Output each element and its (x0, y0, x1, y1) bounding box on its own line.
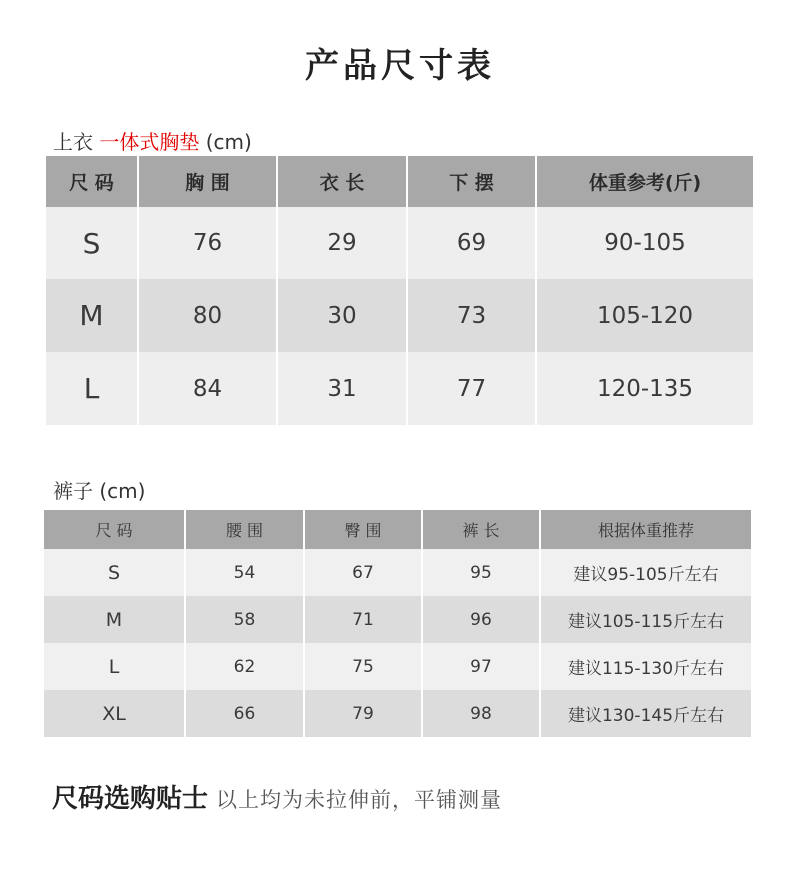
top-label-prefix: 上衣 (53, 130, 93, 154)
weight-cell: 120-135 (536, 352, 753, 425)
bottom-table-header (44, 510, 751, 549)
table-row (44, 549, 751, 596)
top-header-hem: 下 摆 (407, 156, 536, 207)
chest-cell: 80 (138, 279, 277, 352)
top-section-label (53, 126, 252, 155)
hip-cell: 79 (304, 690, 422, 737)
bottom-header-size: 尺 码 (44, 510, 185, 549)
table-row (46, 352, 753, 425)
recommend-cell: 建议95-105斤左右 (540, 549, 751, 596)
size-cell: S (44, 549, 185, 596)
length-cell: 30 (277, 279, 407, 352)
top-label-unit: (cm) (205, 130, 252, 154)
waist-cell: 58 (185, 596, 304, 643)
recommend-cell: 建议115-130斤左右 (540, 643, 751, 690)
weight-cell: 105-120 (536, 279, 753, 352)
table-row (46, 207, 753, 279)
hem-cell: 73 (407, 279, 536, 352)
hem-cell: 69 (407, 207, 536, 279)
chest-cell: 76 (138, 207, 277, 279)
table-row (44, 690, 751, 737)
length-cell: 31 (277, 352, 407, 425)
table-row (46, 279, 753, 352)
length-cell: 98 (422, 690, 540, 737)
recommend-cell: 建议105-115斤左右 (540, 596, 751, 643)
size-cell: M (44, 596, 185, 643)
length-cell: 29 (277, 207, 407, 279)
bottom-section-label: 裤子 (cm) (53, 479, 146, 503)
length-cell: 96 (422, 596, 540, 643)
chest-cell: 84 (138, 352, 277, 425)
top-header-weight: 体重参考(斤) (536, 156, 753, 207)
size-cell: S (46, 207, 138, 279)
hem-cell: 77 (407, 352, 536, 425)
top-header-size: 尺 码 (46, 156, 138, 207)
size-cell: L (44, 643, 185, 690)
size-cell: XL (44, 690, 185, 737)
table-row (44, 596, 751, 643)
top-size-table (46, 156, 753, 425)
hip-cell: 71 (304, 596, 422, 643)
size-cell: L (46, 352, 138, 425)
page-title: 产品尺寸表 (305, 46, 495, 86)
waist-cell: 66 (185, 690, 304, 737)
top-header-chest: 胸 围 (138, 156, 277, 207)
length-cell: 97 (422, 643, 540, 690)
weight-cell: 90-105 (536, 207, 753, 279)
top-table-header (46, 156, 753, 207)
length-cell: 95 (422, 549, 540, 596)
size-cell: M (46, 279, 138, 352)
hip-cell: 67 (304, 549, 422, 596)
hip-cell: 75 (304, 643, 422, 690)
waist-cell: 54 (185, 549, 304, 596)
top-header-length: 衣 长 (277, 156, 407, 207)
top-label-accent: 一体式胸垫 (99, 130, 200, 154)
recommend-cell: 建议130-145斤左右 (540, 690, 751, 737)
bottom-header-waist: 腰 围 (185, 510, 304, 549)
waist-cell: 62 (185, 643, 304, 690)
bottom-size-table (44, 510, 751, 737)
tip-heading: 尺码选购贴士 (52, 784, 209, 814)
bottom-header-hip: 臀 围 (304, 510, 422, 549)
size-tip (52, 778, 502, 815)
table-row (44, 643, 751, 690)
bottom-header-recommend: 根据体重推荐 (540, 510, 751, 549)
tip-text: 以上均为未拉伸前，平铺测量 (216, 788, 503, 812)
bottom-header-length: 裤 长 (422, 510, 540, 549)
